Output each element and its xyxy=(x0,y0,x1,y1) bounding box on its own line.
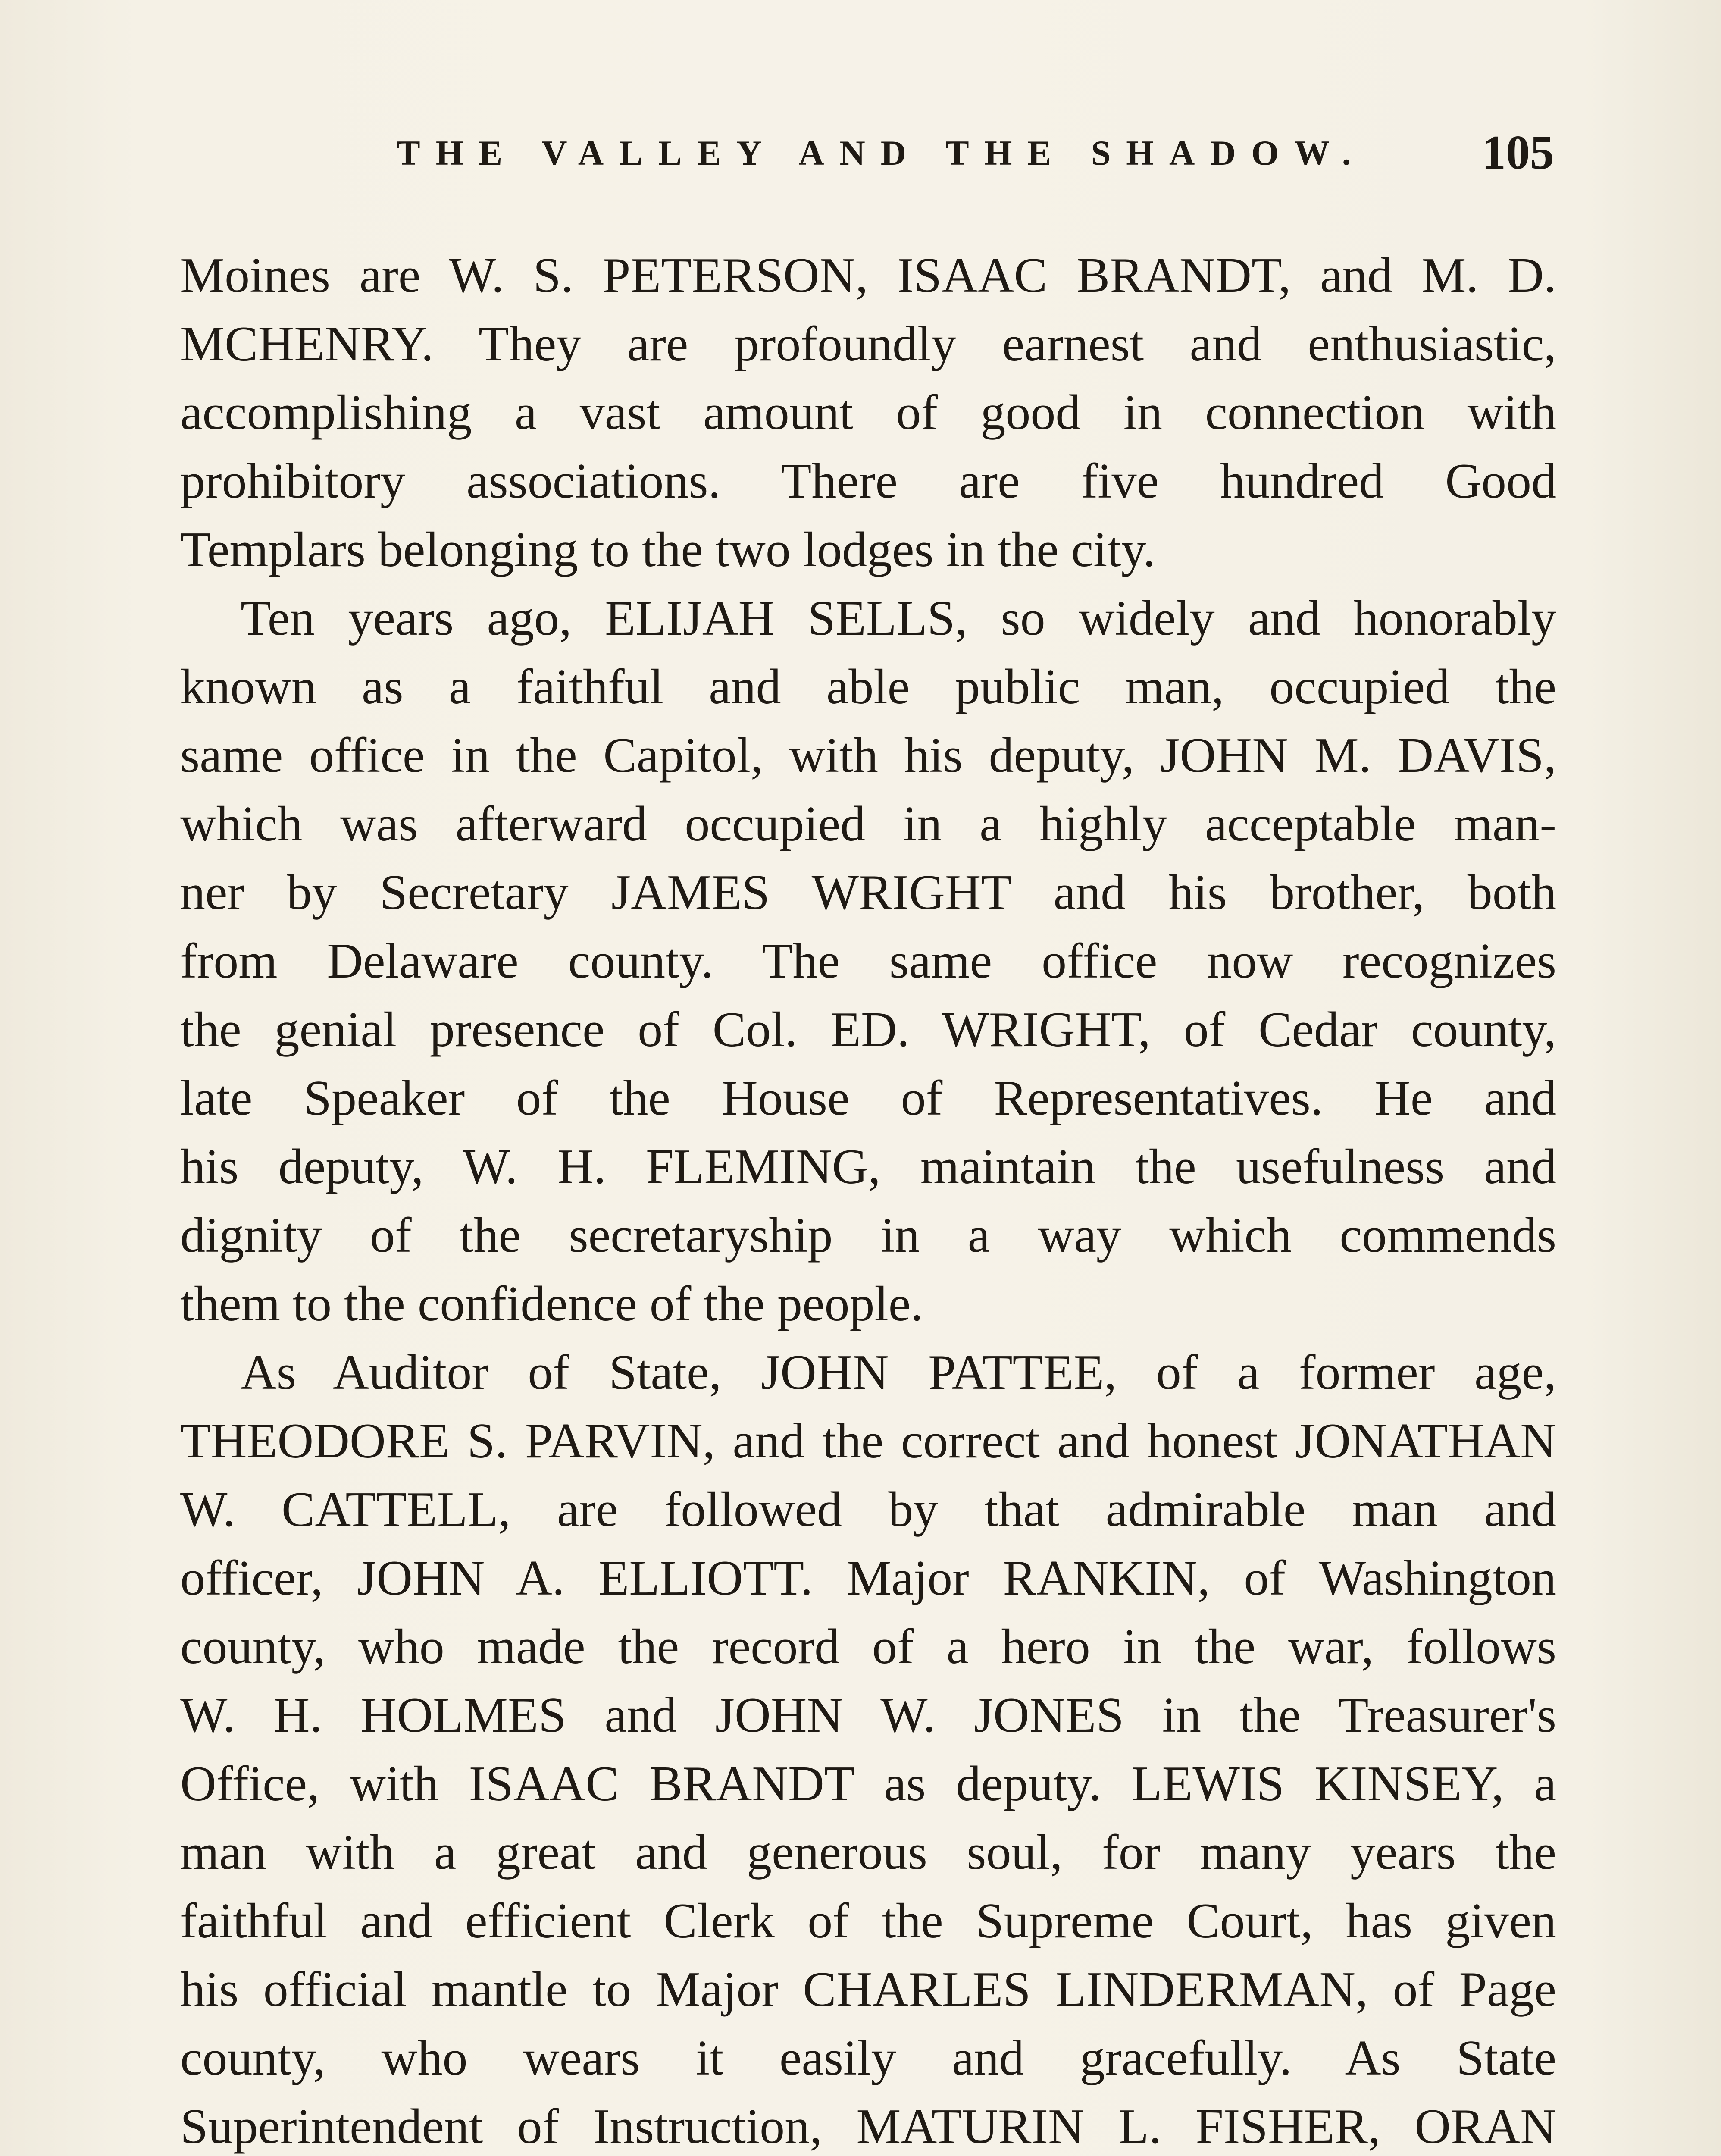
text-line: accomplishing a vast amount of good in connection with xyxy=(180,385,1556,440)
text-line: the genial presence of Col. ED. WRIGHT, of Cedar county, xyxy=(180,1002,1556,1057)
page-body-text xyxy=(180,241,1556,2156)
text-line: As Auditor of State, JOHN PATTEE, of a former age, xyxy=(241,1345,1556,1400)
page-number: 105 xyxy=(1482,126,1554,179)
text-line: W. CATTELL, are followed by that admirable man and xyxy=(180,1482,1556,1537)
text-line: county, who wears it easily and gracefully. As State xyxy=(180,2031,1556,2086)
text-line: his deputy, W. H. FLEMING, maintain the usefulness and xyxy=(180,1139,1556,1194)
text-line: county, who made the record of a hero in the war, follows xyxy=(180,1619,1556,1674)
text-line: from Delaware county. The same office now recognizes xyxy=(180,934,1556,989)
running-head xyxy=(181,125,1554,190)
text-line: late Speaker of the House of Representatives. He and xyxy=(180,1071,1556,1126)
text-line: same office in the Capitol, with his deputy, JOHN M. DAVIS, xyxy=(180,728,1556,783)
text-line: Office, with ISAAC BRANDT as deputy. LEWIS KINSEY, a xyxy=(180,1756,1556,1811)
text-line: his official mantle to Major CHARLES LINDERMAN, of Page xyxy=(180,1962,1556,2017)
text-line: which was afterward occupied in a highly acceptable man- xyxy=(180,796,1556,852)
text-line: Moines are W. S. PETERSON, ISAAC BRANDT, and M. D. xyxy=(180,248,1556,303)
text-line: Ten years ago, ELIJAH SELLS, so widely and honorably xyxy=(241,591,1556,646)
text-line: ner by Secretary JAMES WRIGHT and his brother, both xyxy=(180,865,1556,920)
text-line: known as a faithful and able public man, occupied the xyxy=(180,659,1556,714)
running-title: THE VALLEY AND THE SHADOW. xyxy=(397,133,1367,172)
text-line: faithful and efficient Clerk of the Supreme Court, has given xyxy=(180,1893,1556,1949)
text-line: Templars belonging to the two lodges in the city. xyxy=(180,522,1156,577)
text-line: them to the confidence of the people. xyxy=(180,1276,923,1332)
text-line: W. H. HOLMES and JOHN W. JONES in the Treasurer's xyxy=(180,1688,1556,1743)
text-line: officer, JOHN A. ELLIOTT. Major RANKIN, of Washington xyxy=(180,1551,1556,1606)
text-line: man with a great and generous soul, for many years the xyxy=(180,1825,1556,1880)
text-line: prohibitory associations. There are five hundred Good xyxy=(180,454,1556,509)
text-line: Superintendent of Instruction, MATURIN L. FISHER, ORAN xyxy=(180,2099,1556,2154)
text-line: dignity of the secretaryship in a way which commends xyxy=(180,1208,1556,1263)
text-line: THEODORE S. PARVIN, and the correct and honest JONATHAN xyxy=(180,1413,1556,1469)
text-line: MCHENRY. They are profoundly earnest and enthusiastic, xyxy=(180,317,1556,372)
